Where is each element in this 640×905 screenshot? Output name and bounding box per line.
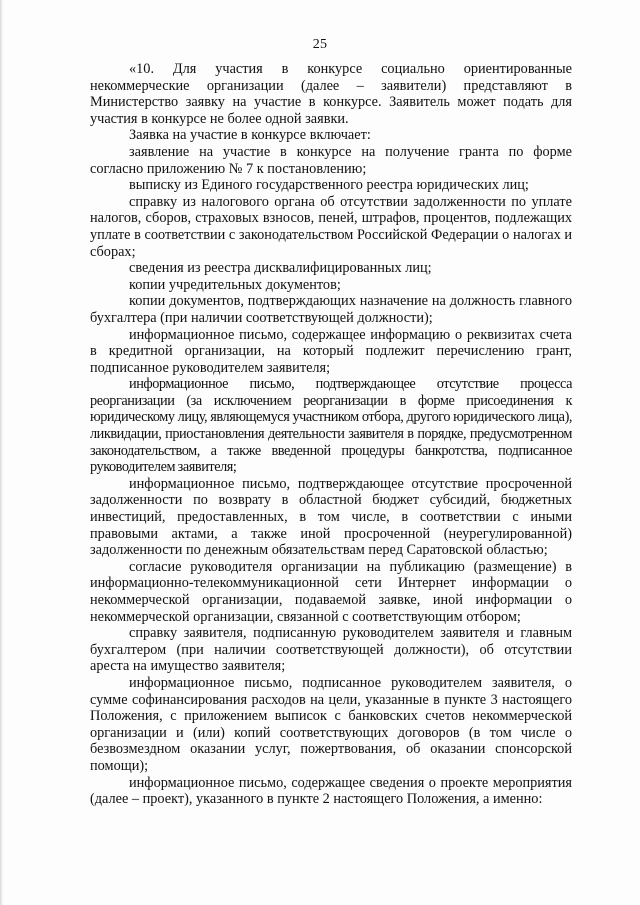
document-body (90, 61, 572, 808)
list-item-project-letter: информационное письмо, содержащее сведения о проекте мероприятия (далее – проект), указанного в пункте 2 настоящего Положения, а именно: (90, 774, 572, 808)
list-item-statement: заявление на участие в конкурсе на получение гранта по форме согласно приложению № 7 к постановлению; (90, 143, 572, 177)
list-item-tax-certificate: справку из налогового органа об отсутствии задолженности по уплате налогов, сборов, страховых взносов, пеней, штрафов, процентов, подлежащих уплате в соответствии с законодательством Российской Федерации о налогах и сборах; (90, 193, 572, 260)
list-item-chief-accountant-docs: копии документов, подтверждающих назначение на должность главного бухгалтера (при наличии соответствующей должности); (90, 293, 572, 326)
list-item-no-debt-letter: информационное письмо, подтверждающее отсутствие просроченной задолженности по возврату в областной бюджет субсидий, бюджетных инвестиций, предоставленных, в том числе, в соответствии с иными правовыми актами, а также иной просроченной (неурегулированной) задолженности по денежным обязательствам перед Саратовской областью; (90, 475, 572, 559)
page-number: 25 (312, 37, 328, 52)
list-item-registry-extract: выписку из Единого государственного реестра юридических лиц; (129, 177, 529, 194)
paragraph-application-includes: Заявка на участие в конкурсе включает: (129, 127, 371, 144)
paragraph-intro: «10. Для участия в конкурсе социально ориентированные некоммерческие организации (далее – заявители) представляют в Министерство заявку на участие в конкурсе. Заявитель может подать для участия в конкурсе не более одной заявки. (90, 61, 572, 127)
list-item-cofinancing-letter: информационное письмо, подписанное руководителем заявителя, о сумме софинансирования расходов на цели, указанные в пункте 3 настоящего Положения, с приложением выписок с банковских счетов некоммерческой организации и (или) копий соответствующих договоров (в том числе о безвозмездном оказании услуг, пожертвования, об оказании спонсорской помощи); (90, 674, 572, 774)
list-item-bank-details-letter: информационное письмо, содержащее информацию о реквизитах счета в кредитной организации, на который подлежит перечислению грант, подписанное руководителем заявителя; (90, 326, 572, 376)
list-item-founding-documents: копии учредительных документов; (129, 276, 341, 293)
list-item-no-arrest-certificate: справку заявителя, подписанную руководителем заявителя и главным бухгалтером (при наличии соответствующей должности), об отсутствии ареста на имущество заявителя; (90, 625, 572, 675)
list-item-disqualified-registry: сведения из реестра дисквалифицированных лиц; (129, 260, 432, 277)
list-item-no-reorganization-letter: информационное письмо, подтверждающее отсутствие процесса реорганизации (за исключением реорганизации в форме присоединения к юридическому лицу, являющемуся участником отбора, другого юридического лица), ликвидации, приостановления деятельности заявителя в порядке, предусмотренном законодательством, а также введенной процедуры банкротства, подписанное руководителем заявителя; (90, 376, 572, 476)
list-item-publication-consent: согласие руководителя организации на публикацию (размещение) в информационно-телекоммуникационной сети Интернет информации о некоммерческой организации, подаваемой заявке, иной информации о некоммерческой организации, связанной с соответствующим отбором; (90, 558, 572, 625)
